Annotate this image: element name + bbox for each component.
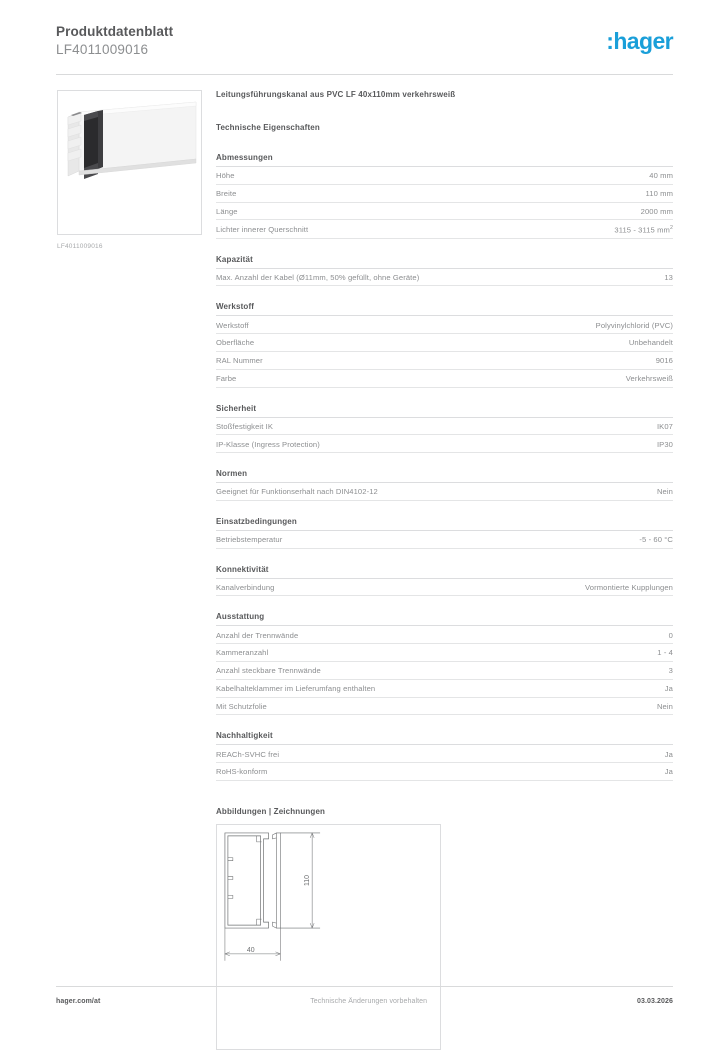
spec-value: Polyvinylchlorid (PVC) xyxy=(595,320,673,330)
spec-value: 13 xyxy=(664,272,673,282)
spec-label: IP-Klasse (Ingress Protection) xyxy=(216,439,320,449)
spec-section-title: Sicherheit xyxy=(216,404,673,418)
spec-section xyxy=(216,404,673,454)
spec-value: 1 - 4 xyxy=(657,648,673,658)
spec-section-title: Nachhaltigkeit xyxy=(216,731,673,745)
spec-row xyxy=(216,435,673,453)
spec-value-superscript: 2 xyxy=(669,224,673,231)
spec-row xyxy=(216,185,673,203)
spec-label: Länge xyxy=(216,206,238,216)
spec-value: 2000 mm xyxy=(640,206,673,216)
drawings-heading: Abbildungen | Zeichnungen xyxy=(216,806,326,816)
spec-section xyxy=(216,612,673,715)
spec-value: Verkehrsweiß xyxy=(625,373,673,383)
spec-value xyxy=(614,225,673,235)
spec-section-title: Ausstattung xyxy=(216,612,673,626)
spec-row xyxy=(216,579,673,597)
spec-section xyxy=(216,302,673,387)
spec-label: Werkstoff xyxy=(216,320,249,330)
spec-value: 9016 xyxy=(655,356,673,366)
spec-value: Nein xyxy=(656,701,673,711)
spec-row xyxy=(216,220,673,238)
spec-section xyxy=(216,517,673,549)
spec-row xyxy=(216,531,673,549)
spec-value: Nein xyxy=(656,487,673,497)
spec-row xyxy=(216,662,673,680)
spec-label: Kabelhalteklammer im Lieferumfang enthalten xyxy=(216,684,376,693)
spec-row xyxy=(216,352,673,370)
spec-row xyxy=(216,698,673,716)
product-photo-image xyxy=(58,91,202,235)
spec-label: Lichter innerer Querschnitt xyxy=(216,225,309,235)
spec-row xyxy=(216,269,673,287)
spec-section xyxy=(216,469,673,501)
spec-label: RoHS-konform xyxy=(216,767,268,777)
drawing-height-label: 110 xyxy=(304,874,312,886)
spec-value: Ja xyxy=(664,767,673,777)
spec-row xyxy=(216,763,673,781)
spec-label: Kanalverbindung xyxy=(216,582,275,592)
spec-section-title: Einsatzbedingungen xyxy=(216,517,673,531)
spec-label: Max. Anzahl der Kabel (Ø11mm, 50% gefüllt, ohne Geräte) xyxy=(216,272,420,282)
footer-website[interactable]: hager.com/at xyxy=(56,997,101,1005)
spec-value-text: 3115 - 3115 mm xyxy=(614,225,670,235)
spec-label: Anzahl steckbare Trennwände xyxy=(216,666,321,676)
spec-label: Farbe xyxy=(216,373,237,383)
spec-value: Vormontierte Kupplungen xyxy=(585,582,673,592)
spec-value: Ja xyxy=(664,749,673,759)
technical-properties-heading: Technische Eigenschaften xyxy=(216,123,320,132)
footer-divider xyxy=(56,986,673,987)
product-reference: LF4011009016 xyxy=(56,42,149,57)
product-description: Leitungsführungskanal aus PVC LF 40x110mm verkehrsweiß xyxy=(216,90,456,99)
spec-section-title: Normen xyxy=(216,469,673,483)
spec-row xyxy=(216,203,673,221)
footer-disclaimer: Technische Änderungen vorbehalten xyxy=(310,997,428,1005)
spec-label: Betriebstemperatur xyxy=(216,535,283,545)
spec-label: Geeignet für Funktionserhalt nach DIN4102-12 xyxy=(216,487,378,497)
spec-row xyxy=(216,418,673,436)
spec-content xyxy=(216,90,673,1050)
spec-value: 0 xyxy=(668,630,673,640)
technical-drawing xyxy=(216,824,441,1050)
spec-row xyxy=(216,334,673,352)
spec-label: Mit Schutzfolie xyxy=(216,701,267,711)
spec-section-title: Werkstoff xyxy=(216,302,673,316)
product-photo-caption: LF4011009016 xyxy=(57,243,103,250)
spec-value: 110 mm xyxy=(645,188,673,198)
spec-section-title: Abmessungen xyxy=(216,153,673,167)
spec-label: RAL Nummer xyxy=(216,356,263,366)
spec-section-title: Konnektivität xyxy=(216,565,673,579)
spec-row xyxy=(216,483,673,501)
page-title: Produktdatenblatt xyxy=(56,24,174,39)
spec-label: Stoßfestigkeit IK xyxy=(216,421,273,431)
spec-row xyxy=(216,644,673,662)
footer-date: 03.03.2026 xyxy=(636,997,673,1005)
logo-colon-icon: : xyxy=(606,28,614,54)
spec-label: REACh-SVHC frei xyxy=(216,749,280,759)
spec-row xyxy=(216,680,673,698)
spec-label: Kammeranzahl xyxy=(216,648,269,658)
spec-value: IK07 xyxy=(656,421,673,431)
spec-row xyxy=(216,745,673,763)
page-footer xyxy=(56,994,673,1008)
spec-section xyxy=(216,731,673,781)
spec-section xyxy=(216,153,673,239)
spec-row xyxy=(216,626,673,644)
drawing-width-label: 40 xyxy=(246,946,255,954)
spec-value: 40 mm xyxy=(649,171,673,181)
spec-section xyxy=(216,255,673,287)
spec-label: Anzahl der Trennwände xyxy=(216,630,299,640)
header-divider xyxy=(56,74,673,75)
spec-value: IP30 xyxy=(656,439,673,449)
hager-logo xyxy=(606,28,673,54)
logo-text: hager xyxy=(613,28,673,54)
spec-label: Breite xyxy=(216,188,237,198)
page-header xyxy=(56,24,673,70)
spec-value: -5 - 60 °C xyxy=(639,535,673,545)
spec-sections xyxy=(216,153,673,781)
spec-label: Oberfläche xyxy=(216,338,255,348)
spec-row xyxy=(216,167,673,185)
spec-value: Unbehandelt xyxy=(628,338,673,348)
spec-value: Ja xyxy=(664,684,673,693)
technical-drawing-image xyxy=(217,825,440,1049)
spec-section xyxy=(216,565,673,597)
spec-value: 3 xyxy=(668,666,673,676)
spec-section-title: Kapazität xyxy=(216,255,673,269)
spec-row xyxy=(216,370,673,388)
product-photo xyxy=(57,90,202,235)
spec-label: Höhe xyxy=(216,171,235,181)
spec-row xyxy=(216,316,673,334)
